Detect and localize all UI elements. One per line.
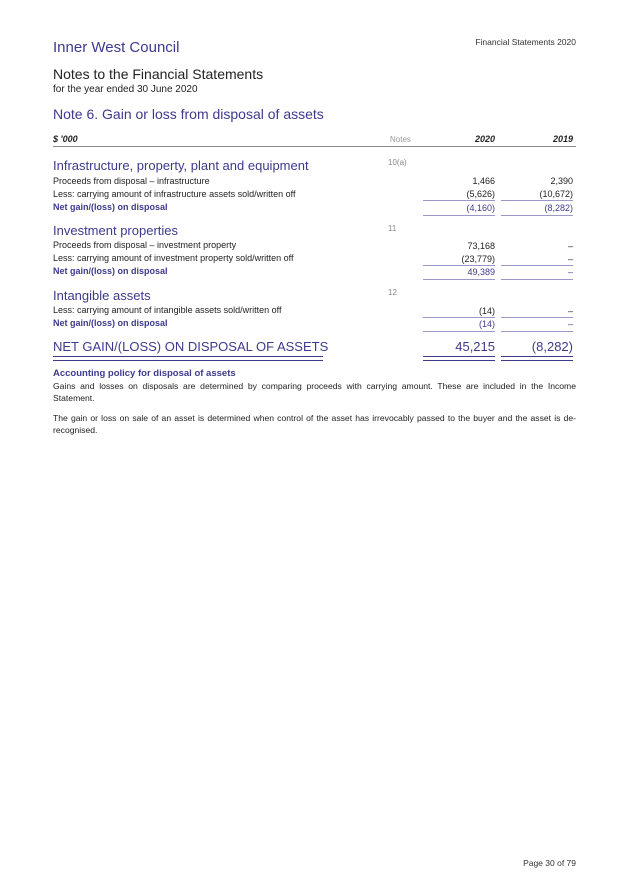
- page-number: Page 30 of 79: [523, 858, 576, 868]
- net-gain-label: Net gain/(loss) on disposal: [53, 266, 168, 276]
- table-row-label: Proceeds from disposal – investment property: [53, 240, 237, 250]
- net-gain-2020: 49,389: [467, 267, 495, 277]
- header-divider: [53, 146, 576, 147]
- notes-subtitle: for the year ended 30 June 2020: [53, 84, 198, 95]
- table-cell-2020: 73,168: [467, 241, 495, 251]
- council-name: Inner West Council: [53, 39, 180, 56]
- policy-heading: Accounting policy for disposal of assets: [53, 368, 236, 379]
- net-gain-label: Net gain/(loss) on disposal: [53, 318, 168, 328]
- column-header-2019: 2019: [552, 134, 573, 144]
- net-gain-2019: –: [567, 267, 573, 277]
- table-cell-2020: (5,626): [466, 189, 495, 199]
- total-rule: [501, 215, 573, 216]
- column-header-notes: Notes: [390, 135, 411, 144]
- grand-total-2020: 45,215: [455, 339, 495, 354]
- total-rule: [423, 279, 495, 280]
- table-cell-2019: (10,672): [539, 189, 573, 199]
- policy-paragraph: Gains and losses on disposals are determined by comparing proceeds with carrying amount. These are included in the Income Statement.: [53, 381, 576, 403]
- grand-total-rule: [501, 356, 573, 361]
- table-cell-2020: (23,779): [461, 254, 495, 264]
- subtotal-rule: [423, 265, 495, 266]
- grand-total-rule: [423, 356, 495, 361]
- net-gain-2020: (14): [478, 319, 495, 329]
- net-gain-2019: –: [567, 319, 573, 329]
- total-rule: [501, 331, 573, 332]
- section-title-ippe: Infrastructure, property, plant and equipment: [53, 158, 309, 173]
- table-cell-2020: 1,466: [472, 176, 495, 186]
- column-header-label: $ '000: [53, 134, 78, 144]
- table-row-label: Less: carrying amount of investment property sold/written off: [53, 253, 294, 263]
- column-header-2020: 2020: [474, 134, 495, 144]
- total-rule: [501, 279, 573, 280]
- table-cell-2019: –: [567, 241, 573, 251]
- subtotal-rule: [423, 200, 495, 201]
- grand-total-label: NET GAIN/(LOSS) ON DISPOSAL OF ASSETS: [53, 339, 329, 354]
- table-cell-2019: 2,390: [550, 176, 573, 186]
- table-row-label: Less: carrying amount of intangible assets sold/written off: [53, 305, 282, 315]
- grand-total-2019: (8,282): [531, 339, 573, 354]
- note-heading: Note 6. Gain or loss from disposal of assets: [53, 106, 324, 122]
- total-rule: [423, 331, 495, 332]
- section-note-ippe: 10(a): [388, 158, 407, 167]
- total-rule: [423, 215, 495, 216]
- subtotal-rule: [501, 317, 573, 318]
- net-gain-label: Net gain/(loss) on disposal: [53, 202, 168, 212]
- section-note-intangible: 12: [388, 288, 397, 297]
- subtotal-rule: [423, 317, 495, 318]
- table-cell-2020: (14): [478, 306, 495, 316]
- notes-title: Notes to the Financial Statements: [53, 66, 264, 82]
- subtotal-rule: [501, 265, 573, 266]
- table-row-label: Proceeds from disposal – infrastructure: [53, 176, 210, 186]
- section-title-intangible: Intangible assets: [53, 288, 151, 303]
- net-gain-2020: (4,160): [466, 203, 495, 213]
- table-cell-2019: –: [567, 254, 573, 264]
- policy-paragraph: The gain or loss on sale of an asset is determined when control of the asset has irrevocably passed to the buyer and the asset is de-recognised.: [53, 413, 576, 435]
- subtotal-rule: [501, 200, 573, 201]
- table-cell-2019: –: [567, 306, 573, 316]
- section-note-investment: 11: [388, 224, 397, 233]
- section-title-investment: Investment properties: [53, 223, 179, 238]
- net-gain-2019: (8,282): [544, 203, 573, 213]
- grand-total-label-rule: [53, 356, 323, 361]
- table-row-label: Less: carrying amount of infrastructure assets sold/written off: [53, 189, 296, 199]
- report-title: Financial Statements 2020: [475, 37, 576, 47]
